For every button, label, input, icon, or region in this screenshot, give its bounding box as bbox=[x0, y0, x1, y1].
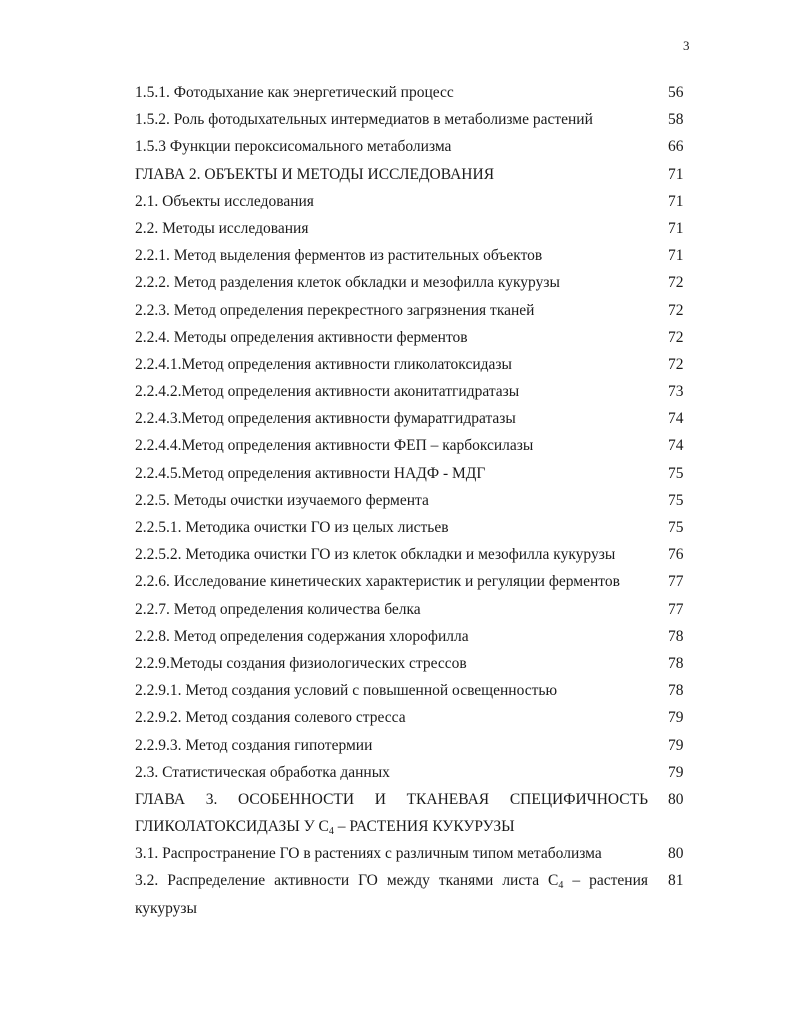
toc-entry[interactable] bbox=[135, 161, 685, 188]
toc-entry-title: 2.1. Объекты исследования bbox=[135, 192, 314, 210]
toc-title-subscript: 4 bbox=[558, 880, 564, 892]
toc-title-line bbox=[135, 813, 648, 840]
toc-entry-chapter-3[interactable] bbox=[135, 786, 685, 840]
toc-entry-page: 81 bbox=[668, 872, 684, 890]
toc-entry-title: 2.2.4.1.Метод определения активности гликолатоксидазы bbox=[135, 355, 512, 373]
toc-entry[interactable] bbox=[135, 732, 685, 759]
toc-entry-title: 2.2.1. Метод выделения ферментов из растительных объектов bbox=[135, 247, 543, 265]
toc-entry[interactable] bbox=[135, 541, 685, 568]
toc-title-line bbox=[135, 867, 648, 894]
toc-entry-page: 72 bbox=[668, 301, 684, 319]
toc-entry-page: 78 bbox=[668, 627, 684, 645]
toc-entry[interactable] bbox=[135, 677, 685, 704]
table-of-contents bbox=[135, 79, 685, 922]
toc-entry[interactable] bbox=[135, 432, 685, 459]
toc-entry[interactable] bbox=[135, 351, 685, 378]
toc-entry-title: 2.2.4.2.Метод определения активности аконитатгидратазы bbox=[135, 383, 520, 401]
toc-entry-page: 71 bbox=[668, 165, 684, 183]
toc-entry[interactable] bbox=[135, 514, 685, 541]
toc-entry-page: 72 bbox=[668, 274, 684, 292]
toc-entry[interactable] bbox=[135, 106, 685, 133]
toc-title-text: – РАСТЕНИЯ КУКУРУЗЫ bbox=[333, 818, 515, 836]
toc-entry-page: 56 bbox=[668, 84, 684, 101]
toc-entry-page: 74 bbox=[668, 410, 684, 428]
toc-entry-title: 3.1. Распространение ГО в растениях с различным типом метаболизма bbox=[135, 845, 602, 863]
toc-entry-page: 73 bbox=[668, 383, 684, 401]
toc-entry-title: 2.2.5. Методы очистки изучаемого фермента bbox=[135, 491, 429, 509]
toc-entry-title: 2.2.9.Методы создания физиологических стрессов bbox=[135, 654, 467, 672]
toc-title-line: кукурузы bbox=[135, 899, 197, 917]
toc-entry-title: 2.2.4. Методы определения активности ферментов bbox=[135, 328, 468, 346]
toc-entry[interactable] bbox=[135, 242, 685, 269]
toc-entry-page: 75 bbox=[668, 464, 684, 482]
toc-entry[interactable] bbox=[135, 297, 685, 324]
toc-entry[interactable] bbox=[135, 487, 685, 514]
toc-entry-title: ГЛАВА 2. ОБЪЕКТЫ И МЕТОДЫ ИССЛЕДОВАНИЯ bbox=[135, 165, 495, 183]
toc-title-text: 3.2. Распределение активности ГО между тканями листа С bbox=[135, 872, 559, 890]
toc-entry-page: 76 bbox=[668, 546, 684, 564]
toc-entry-title: 2.2.2. Метод разделения клеток обкладки и мезофилла кукурузы bbox=[135, 274, 560, 292]
toc-entry-page: 79 bbox=[668, 709, 684, 727]
toc-entry-title: 2.2.5.1. Методика очистки ГО из целых листьев bbox=[135, 519, 449, 536]
toc-entry-page: 72 bbox=[668, 328, 684, 346]
toc-title-text: ГЛИКОЛАТОКСИДАЗЫ У С bbox=[135, 818, 329, 836]
toc-entry-section-3-2[interactable] bbox=[135, 867, 685, 921]
toc-entry-page: 71 bbox=[668, 247, 684, 265]
toc-entry-page: 75 bbox=[668, 519, 684, 536]
toc-entry-title: 2.2.8. Метод определения содержания хлорофилла bbox=[135, 627, 469, 645]
toc-entry-title: 2.2.9.2. Метод создания солевого стресса bbox=[135, 709, 406, 727]
toc-entry-title: 2.2.3. Метод определения перекрестного загрязнения тканей bbox=[135, 301, 535, 319]
toc-entry-title bbox=[135, 867, 648, 921]
toc-list bbox=[135, 79, 685, 786]
toc-entry-page: 75 bbox=[668, 491, 684, 509]
toc-entry-page: 74 bbox=[668, 437, 684, 455]
toc-entry-page: 72 bbox=[668, 355, 684, 373]
toc-entry-title bbox=[135, 786, 648, 840]
toc-entry-title: 2.2.6. Исследование кинетических характеристик и регуляции ферментов bbox=[135, 573, 620, 591]
toc-entry-title: 2.2.4.4.Метод определения активности ФЕП – карбоксилазы bbox=[135, 437, 534, 455]
toc-entry[interactable] bbox=[135, 650, 685, 677]
toc-entry-page: 80 bbox=[668, 845, 684, 863]
toc-entry[interactable] bbox=[135, 623, 685, 650]
toc-entry-page: 78 bbox=[668, 682, 684, 700]
toc-entry-section-3-1[interactable] bbox=[135, 840, 685, 867]
toc-entry[interactable] bbox=[135, 596, 685, 623]
toc-entry[interactable] bbox=[135, 188, 685, 215]
toc-entry-title: 1.5.1. Фотодыхание как энергетический процесс bbox=[135, 84, 454, 101]
toc-entry[interactable] bbox=[135, 759, 685, 786]
toc-entry-page: 80 bbox=[668, 790, 684, 808]
toc-entry[interactable] bbox=[135, 378, 685, 405]
toc-title-subscript: 4 bbox=[328, 826, 334, 838]
toc-entry[interactable] bbox=[135, 79, 685, 106]
toc-entry-page: 77 bbox=[668, 573, 684, 591]
toc-entry-title: 2.2.7. Метод определения количества белка bbox=[135, 600, 421, 618]
toc-entry[interactable] bbox=[135, 215, 685, 242]
toc-entry-title: 2.2.9.1. Метод создания условий с повышенной освещенностью bbox=[135, 682, 558, 700]
toc-entry[interactable] bbox=[135, 133, 685, 160]
toc-entry-page: 79 bbox=[668, 763, 684, 781]
toc-entry-title: 2.2.5.2. Методика очистки ГО из клеток обкладки и мезофилла кукурузы bbox=[135, 546, 616, 564]
toc-entry[interactable] bbox=[135, 568, 685, 595]
toc-entry-page: 66 bbox=[668, 138, 684, 156]
toc-entry[interactable] bbox=[135, 269, 685, 296]
toc-entry-title: 1.5.2. Роль фотодыхательных интермедиатов в метаболизме растений bbox=[135, 111, 593, 129]
toc-entry[interactable] bbox=[135, 324, 685, 351]
toc-entry-page: 71 bbox=[668, 192, 684, 210]
toc-title-line: ГЛАВА 3. ОСОБЕННОСТИ И ТКАНЕВАЯ СПЕЦИФИЧНОСТЬ bbox=[135, 790, 648, 808]
page-number: 3 bbox=[683, 38, 690, 53]
toc-entry[interactable] bbox=[135, 460, 685, 487]
toc-entry-page: 78 bbox=[668, 654, 684, 672]
toc-entry-title: 2.2.4.5.Метод определения активности НАДФ - МДГ bbox=[135, 464, 486, 482]
toc-entry-title: 2.2. Методы исследования bbox=[135, 219, 309, 237]
toc-entry[interactable] bbox=[135, 405, 685, 432]
toc-entry-page: 77 bbox=[668, 600, 684, 618]
toc-entry-page: 79 bbox=[668, 736, 684, 754]
toc-entry[interactable] bbox=[135, 704, 685, 731]
toc-entry-title: 1.5.3 Функции пероксисомального метаболизма bbox=[135, 138, 452, 156]
toc-entry-title: 2.2.9.3. Метод создания гипотермии bbox=[135, 736, 373, 754]
toc-title-text: – растения bbox=[563, 872, 648, 890]
toc-entry-page: 71 bbox=[668, 219, 684, 237]
toc-entry-page: 58 bbox=[668, 111, 684, 129]
toc-entry-title: 2.2.4.3.Метод определения активности фумаратгидратазы bbox=[135, 410, 516, 428]
toc-entry-title: 2.3. Статистическая обработка данных bbox=[135, 763, 390, 781]
